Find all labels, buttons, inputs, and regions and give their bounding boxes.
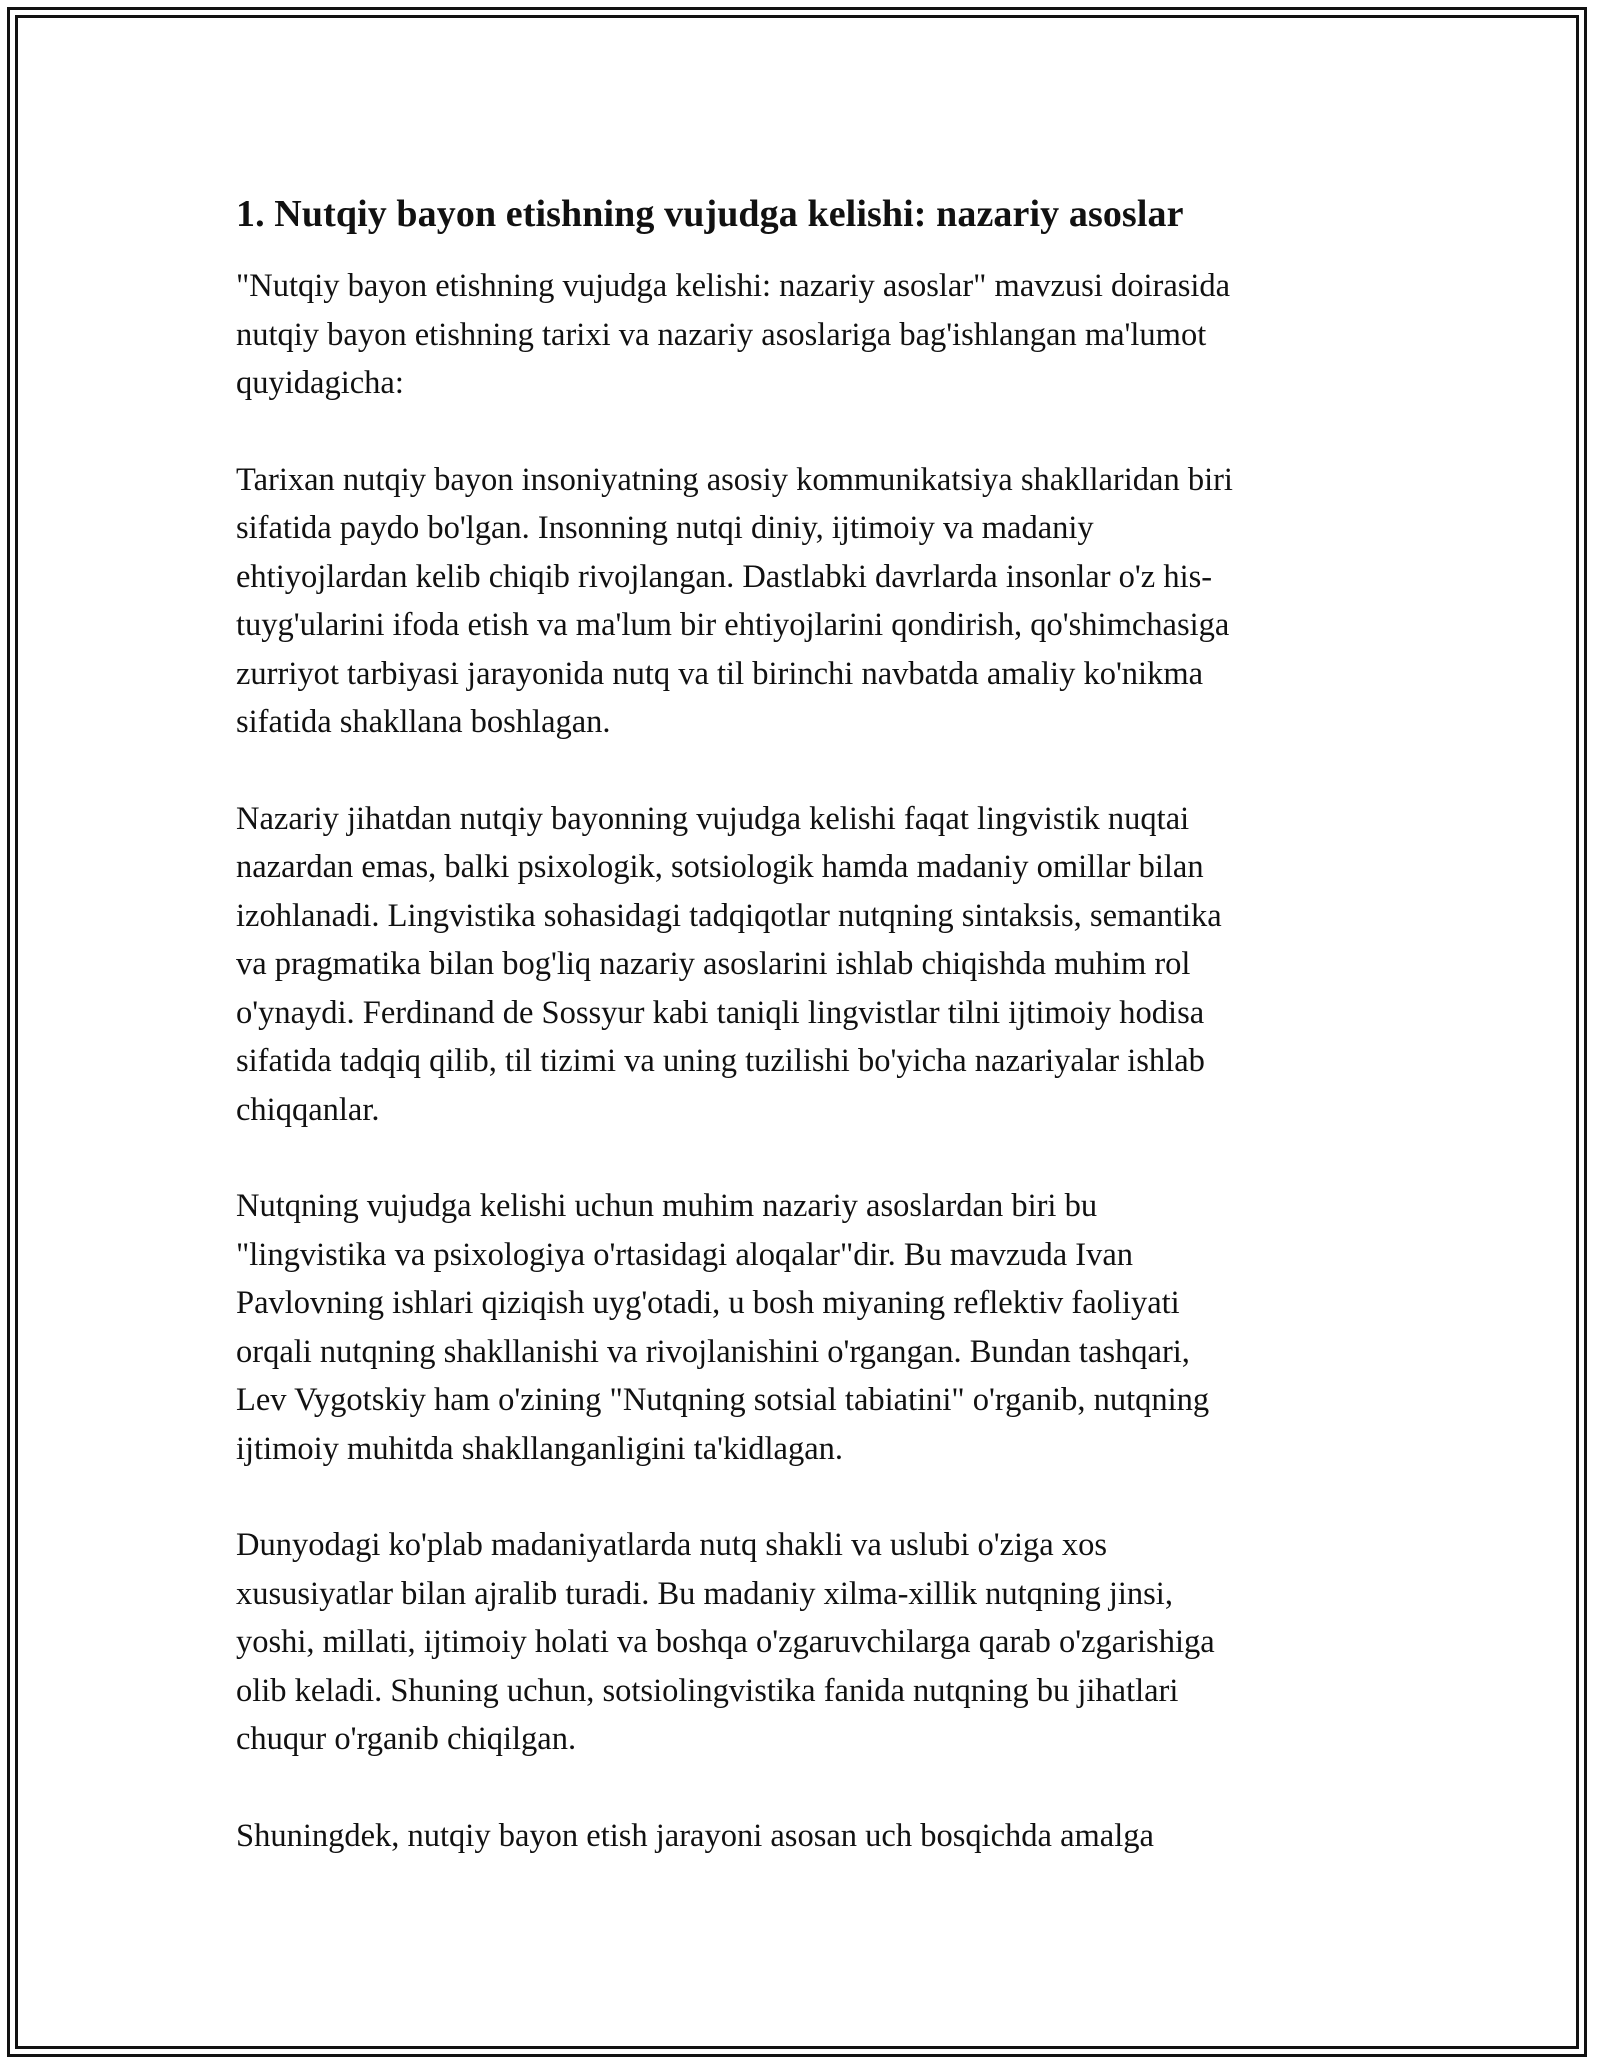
text-line: izohlanadi. Lingvistika sohasidagi tadqiqotlar nutqning sintaksis, semantika [236, 897, 1222, 934]
text-line: Tarixan nutqiy bayon insoniyatning asosiy kommunikatsiya shakllaridan biri [236, 461, 1233, 498]
text-line: Shuningdek, nutqiy bayon etish jarayoni asosan uch bosqichda amalga [236, 1817, 1154, 1854]
paragraph-history [236, 456, 1376, 747]
text-line: nutqiy bayon etishning tarixi va nazariy asoslariga bag'ishlangan ma'lumot [236, 316, 1207, 353]
section-heading: 1. Nutqiy bayon etishning vujudga kelishi: nazariy asoslar [236, 193, 1184, 235]
text-line: Pavlovning ishlari qiziqish uyg'otadi, u bosh miyaning reflektiv faoliyati [236, 1285, 1180, 1321]
text-line: orqali nutqning shakllanishi va rivojlanishini o'rgangan. Bundan tashqari, [236, 1333, 1190, 1370]
text-line: sifatida shakllana boshlagan. [236, 704, 611, 740]
document-body [236, 186, 1376, 1908]
text-line: Dunyodagi ko'plab madaniyatlarda nutq shakli va uslubi o'ziga xos [236, 1527, 1107, 1563]
text-line: chiqqanlar. [236, 1091, 380, 1128]
text-line: tuyg'ularini ifoda etish va ma'lum bir ehtiyojlarini qondirish, qo'shimchasiga [236, 607, 1230, 643]
text-line: zurriyot tarbiyasi jarayonida nutq va til birinchi navbatda amaliy ko'nikma [236, 655, 1204, 692]
text-line: nazardan emas, balki psixologik, sotsiologik hamda madaniy omillar bilan [236, 849, 1204, 885]
text-line: va pragmatika bilan bog'liq nazariy asoslarini ishlab chiqishda muhim rol [236, 946, 1191, 982]
text-line: xususiyatlar bilan ajralib turadi. Bu madaniy xilma-xillik nutqning jinsi, [236, 1575, 1173, 1612]
text-line: o'ynaydi. Ferdinand de Sossyur kabi taniqli lingvistlar tilni ijtimoiy hodisa [236, 994, 1205, 1031]
paragraph-intro [236, 262, 1376, 408]
paragraph-stages [236, 1812, 1376, 1861]
text-line: sifatida tadqiq qilib, til tizimi va uning tuzilishi bo'yicha nazariyalar ishlab [236, 1043, 1205, 1079]
paragraph-psychology [236, 1182, 1376, 1473]
paragraph-theory [236, 795, 1376, 1135]
text-line: ehtiyojlardan kelib chiqib rivojlangan. Dastlabki davrlarda insonlar o'z his- [236, 558, 1213, 595]
text-line: "lingvistika va psixologiya o'rtasidagi aloqalar"dir. Bu mavzuda Ivan [236, 1236, 1134, 1273]
text-line: sifatida paydo bo'lgan. Insonning nutqi diniy, ijtimoiy va madaniy [236, 510, 1094, 546]
text-line: Nazariy jihatdan nutqiy bayonning vujudga kelishi faqat lingvistik nuqtai [236, 800, 1190, 837]
text-line: Lev Vygotskiy ham o'zining "Nutqning sotsial tabiatini" o'rganib, nutqning [236, 1382, 1210, 1418]
text-line: ijtimoiy muhitda shakllanganligini ta'kidlagan. [236, 1430, 844, 1467]
text-line: quyidagicha: [236, 365, 404, 401]
text-line: yoshi, millati, ijtimoiy holati va boshqa o'zgaruvchilarga qarab o'zgarishiga [236, 1624, 1215, 1660]
text-line: chuqur o'rganib chiqilgan. [236, 1721, 577, 1757]
text-line: Nutqning vujudga kelishi uchun muhim nazariy asoslardan biri bu [236, 1188, 1098, 1224]
paragraph-culture [236, 1521, 1376, 1764]
text-line: "Nutqiy bayon etishning vujudga kelishi: nazariy asoslar" mavzusi doirasida [236, 268, 1231, 304]
text-line: olib keladi. Shuning uchun, sotsiolingvistika fanida nutqning bu jihatlari [236, 1672, 1179, 1709]
